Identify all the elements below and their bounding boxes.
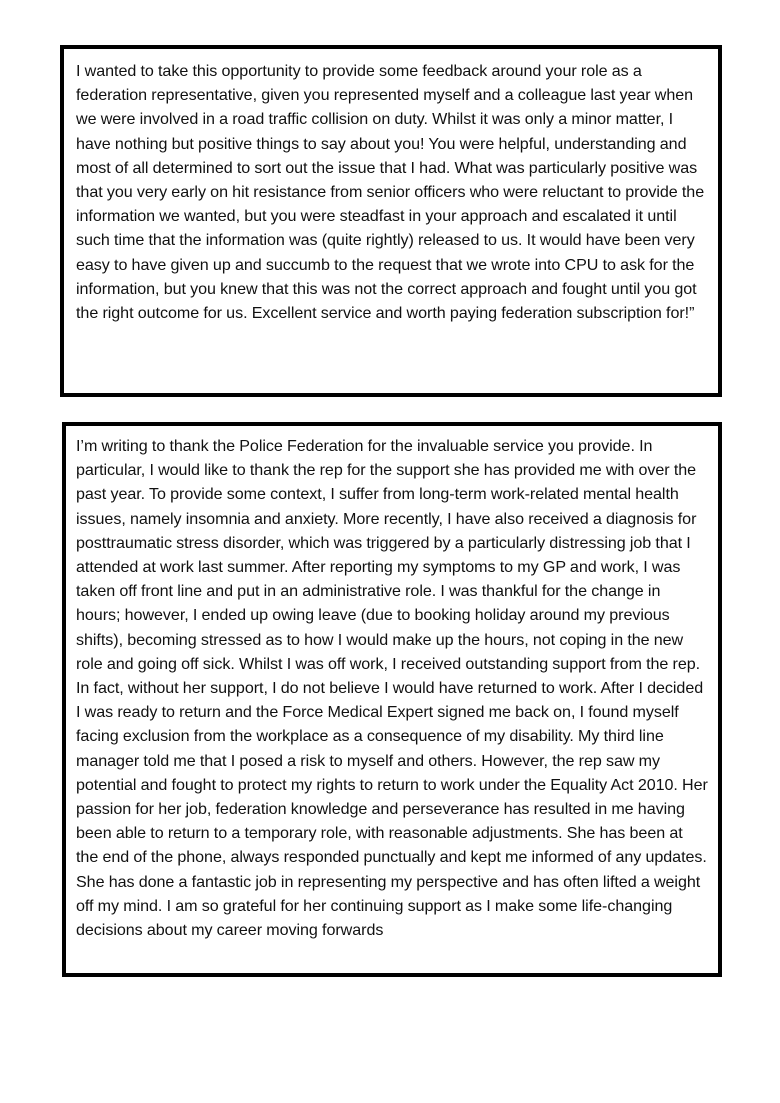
testimonial-box-1 [60, 45, 722, 397]
testimonial-box-2 [62, 422, 722, 977]
testimonial-text: I wanted to take this opportunity to provide some feedback around your role as a federation representative, given you represented myself and a colleague last year when we were involved in a road traffic collision on duty. Whilst it was only a minor matter, I have nothing but positive things to say about you! You were helpful, understanding and most of all determined to sort out the issue that I had. What was particularly positive was that you very early on hit resistance from senior officers who were reluctant to provide the information we wanted, but you were steadfast in your approach and escalated it until such time that the information was (quite rightly) released to us. It would have been very easy to have given up and succumb to the request that we wrote into CPU to ask for the information, but you knew that this was not the correct approach and fought until you got the right outcome for us. Excellent service and worth paying federation subscription for!” [76, 62, 705, 323]
testimonial-text: I’m writing to thank the Police Federation for the invaluable service you provide. In particular, I would like to thank the rep for the support she has provided me with over the past year. To provide some context, I suffer from long-term work-related mental health issues, namely insomnia and anxiety. More recently, I have also received a diagnosis for posttraumatic stress disorder, which was triggered by a particularly distressing job that I attended at work last summer. After reporting my symptoms to my GP and work, I was taken off front line and put in an administrative role. I was thankful for the change in hours; however, I ended up owing leave (due to booking holiday around my previous shifts), becoming stressed as to how I would make up the hours, not coping in the new role and going off sick. Whilst I was off work, I received outstanding support from the rep. In fact, without her support, I do not believe I would have returned to work. After I decided I was ready to return and the Force Medical Expert signed me back on, I found myself facing exclusion from the workplace as a consequence of my disability. My third line manager told me that I posed a risk to myself and others. However, the rep saw my potential and fought to protect my rights to return to work under the Equality Act 2010. Her passion for her job, federation knowledge and perseverance has resulted in me having been able to return to a temporary role, with reasonable adjustments. She has been at the end of the phone, always responded punctually and kept me informed of any updates. She has done a fantastic job in representing my perspective and has often lifted a weight off my mind. I am so grateful for her continuing support as I make some life-changing decisions about my career moving forwards [76, 437, 708, 940]
